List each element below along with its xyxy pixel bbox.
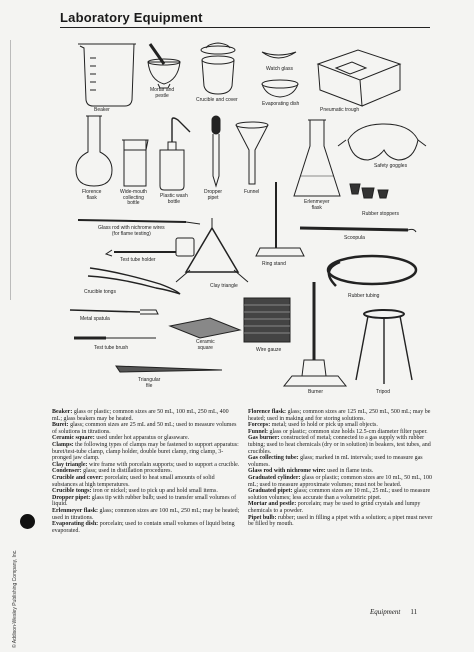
definition-text: glass; used in distillation procedures. bbox=[81, 468, 172, 475]
definition-text: rubber; used in filling a pipet with a solution; a pipet must never be filled by mouth. bbox=[248, 514, 433, 528]
definition-text: glass or plastic; common sizes are 50 mL, 100 mL, 250 mL, 400 mL; glass beakers may be heated. bbox=[52, 409, 229, 422]
definition-text: the following types of clamps may be fastened to support apparatus: buret/test-tube clamp, clamp holder, double buret clamp, ring clamp, 3-pronged jaw clamp. bbox=[52, 441, 239, 462]
copyright-text: © Addison-Wesley Publishing Company, Inc. bbox=[12, 549, 18, 648]
ring-stand-drawing bbox=[256, 182, 304, 256]
label-ceramic-square: Ceramic square bbox=[196, 339, 215, 351]
label-test-tube-holder: Test tube holder bbox=[120, 257, 156, 263]
definition-entry bbox=[52, 495, 240, 508]
definition-term: Ceramic square: bbox=[52, 435, 95, 442]
wide-mouth-bottle-drawing bbox=[122, 140, 148, 186]
definition-entry bbox=[52, 475, 240, 488]
label-wide-mouth-bottle: Wide-mouth collecting bottle bbox=[120, 189, 147, 207]
rubber-tubing-drawing bbox=[328, 256, 416, 286]
wash-bottle-drawing bbox=[160, 118, 190, 190]
definition-entry bbox=[52, 442, 240, 462]
definitions-right bbox=[248, 409, 434, 528]
ceramic-square-drawing bbox=[170, 318, 240, 338]
label-florence-flask: Florence flask bbox=[82, 189, 102, 201]
definition-entry bbox=[248, 422, 434, 429]
page-footer bbox=[370, 608, 417, 616]
definition-entry bbox=[52, 468, 240, 475]
definition-term: Pipet bulb: bbox=[248, 514, 277, 521]
definitions-left bbox=[52, 409, 240, 534]
label-wire-gauze: Wire gauze bbox=[256, 347, 282, 353]
definition-term: Dropper pipet: bbox=[52, 494, 91, 501]
definition-text: metal; used to hold or pick up small objects. bbox=[270, 422, 378, 429]
scoopula-drawing bbox=[300, 228, 416, 232]
definition-term: Buret: bbox=[52, 422, 69, 429]
mortar-pestle-drawing bbox=[148, 44, 180, 88]
definition-entry bbox=[52, 508, 240, 521]
label-pneumatic-trough: Pneumatic trough bbox=[320, 107, 360, 113]
definition-text: glass; common sizes are 125 mL, 250 mL, 500 mL; may be heated; used in making and for storing solutions. bbox=[248, 409, 431, 422]
definition-text: used under hot apparatus or glassware. bbox=[94, 435, 190, 442]
label-glass-rod: Glass rod with nichrome wires (for flame testing) bbox=[98, 225, 165, 237]
definition-text: glass or plastic; common size holds 12.5-cm diameter filter paper. bbox=[268, 428, 428, 435]
label-scoopula: Scoopula bbox=[344, 235, 365, 241]
definition-term: Clamps: bbox=[52, 441, 74, 448]
definition-text: porcelain; may be used to grind crystals and lumpy chemicals to a powder. bbox=[248, 501, 421, 514]
label-funnel: Funnel bbox=[244, 189, 260, 195]
definition-entry bbox=[248, 515, 434, 528]
page-title: Laboratory Equipment bbox=[60, 10, 203, 25]
label-wash-bottle: Plastic wash bottle bbox=[160, 193, 188, 205]
definition-entry bbox=[52, 409, 240, 422]
definition-term: Gas burner: bbox=[248, 435, 280, 442]
definition-text: porcelain; used to contain small volumes of liquid being evaporated. bbox=[52, 521, 235, 534]
evaporating-dish-drawing bbox=[262, 80, 298, 97]
definition-term: Florence flask: bbox=[248, 409, 287, 415]
label-beaker: Beaker bbox=[94, 107, 110, 113]
label-tripod: Tripod bbox=[376, 389, 390, 395]
definition-term: Gas collecting tube: bbox=[248, 455, 299, 462]
watch-glass-drawing bbox=[262, 52, 296, 58]
definition-entry bbox=[248, 455, 434, 468]
label-safety-goggles: Safety goggles bbox=[374, 163, 408, 169]
definition-text: porcelain; used to heat small amounts of solid substances at high temperatures. bbox=[52, 474, 215, 488]
definition-text: glass; marked in mL intervals; used to measure gas volumes. bbox=[248, 455, 423, 468]
page-number: 11 bbox=[410, 608, 418, 616]
label-watch-glass: Watch glass bbox=[266, 66, 294, 72]
copyright-notice bbox=[12, 508, 26, 648]
definition-text: glass; common sizes are 25 mL and 50 mL; used to measure volumes of solutions in titrations. bbox=[52, 422, 237, 435]
definition-entry bbox=[248, 409, 434, 422]
label-clay-triangle: Clay triangle bbox=[210, 283, 238, 289]
test-tube-holder-drawing bbox=[106, 238, 194, 256]
label-evaporating-dish: Evaporating dish bbox=[262, 101, 300, 107]
label-erlenmeyer-flask: Erlenmeyer flask bbox=[304, 199, 330, 211]
pneumatic-trough-drawing bbox=[318, 50, 400, 106]
clay-triangle-drawing bbox=[176, 218, 248, 282]
definition-entry bbox=[248, 501, 434, 514]
definition-term: Graduated cylinder: bbox=[248, 474, 301, 481]
definition-term: Mortar and pestle: bbox=[248, 501, 297, 508]
definition-text: iron or nickel; used to pick up and hold small items. bbox=[91, 488, 218, 495]
wire-gauze-drawing bbox=[244, 298, 290, 342]
glass-rod-drawing bbox=[78, 220, 200, 224]
label-crucible: Crucible and cover bbox=[196, 97, 238, 103]
metal-spatula-drawing bbox=[70, 310, 158, 314]
definition-text: constructed of metal; connected to a gas supply with rubber tubing; used to heat chemicals (dry or in solution) in beakers, test tubes, and crucibles. bbox=[248, 435, 431, 455]
definition-entry bbox=[248, 468, 434, 475]
label-ring-stand: Ring stand bbox=[262, 261, 286, 267]
definition-text: wire frame with porcelain supports; used to support a crucible. bbox=[87, 461, 240, 468]
definition-term: Evaporating dish: bbox=[52, 521, 99, 528]
florence-flask-drawing bbox=[76, 116, 112, 186]
definition-entry bbox=[52, 435, 240, 442]
definition-entry bbox=[52, 422, 240, 435]
definition-term: Graduated pipet: bbox=[248, 488, 293, 495]
funnel-drawing bbox=[236, 122, 268, 184]
definition-entry bbox=[248, 475, 434, 488]
triangular-file-drawing bbox=[116, 366, 222, 372]
label-rubber-stoppers: Rubber stoppers bbox=[362, 211, 399, 217]
definition-text: glass; common sizes are 100 mL, 250 mL; may be heated; used in titrations. bbox=[52, 507, 240, 521]
definition-term: Forceps: bbox=[248, 422, 271, 429]
definition-term: Erlenmeyer flask: bbox=[52, 507, 99, 514]
safety-goggles-drawing bbox=[338, 124, 426, 160]
erlenmeyer-flask-drawing bbox=[294, 120, 340, 196]
beaker-drawing bbox=[78, 44, 136, 106]
definition-term: Beaker: bbox=[52, 409, 73, 415]
definition-term: Crucible tongs: bbox=[52, 488, 92, 495]
label-dropper-pipet: Dropper pipet bbox=[204, 189, 223, 201]
definition-entry bbox=[52, 521, 240, 534]
label-burner: Burner bbox=[308, 389, 324, 395]
definition-term: Glass rod with nichrome wire: bbox=[248, 468, 326, 475]
burner-drawing bbox=[284, 282, 346, 386]
label-metal-spatula: Metal spatula bbox=[80, 316, 110, 322]
label-crucible-tongs: Crucible tongs bbox=[84, 289, 116, 295]
footer-label: Equipment bbox=[370, 608, 401, 616]
label-rubber-tubing: Rubber tubing bbox=[348, 293, 380, 299]
tripod-drawing bbox=[356, 310, 412, 384]
label-test-tube-brush: Test tube brush bbox=[94, 345, 129, 351]
label-mortar-pestle: Mortar and pestle bbox=[150, 87, 175, 99]
definition-entry bbox=[248, 435, 434, 455]
definition-text: glass or plastic; common sizes are 10 mL, 50 mL, 100 mL; used to measure approximate volumes; must not be heated. bbox=[248, 474, 432, 488]
label-triangular-file: Triangular file bbox=[138, 377, 161, 389]
definition-term: Crucible and cover: bbox=[52, 474, 103, 481]
dropper-pipet-drawing bbox=[212, 116, 220, 186]
definition-term: Clay triangle: bbox=[52, 461, 88, 468]
definition-entry bbox=[52, 462, 240, 469]
definition-term: Condenser: bbox=[52, 468, 82, 475]
definition-entry bbox=[248, 488, 434, 501]
definition-text: glass; common sizes are 10 mL, 25 mL; used to measure solution volumes; less accurate than a volumetric pipet. bbox=[248, 488, 431, 501]
definition-term: Funnel: bbox=[248, 428, 269, 435]
crucible-drawing bbox=[201, 43, 235, 94]
definition-entry bbox=[52, 488, 240, 495]
definition-text: used in flame tests. bbox=[325, 468, 374, 475]
definition-text: glass tip with rubber bulb; used to transfer small volumes of liquid. bbox=[52, 494, 237, 508]
rubber-stoppers-drawing bbox=[350, 184, 388, 198]
